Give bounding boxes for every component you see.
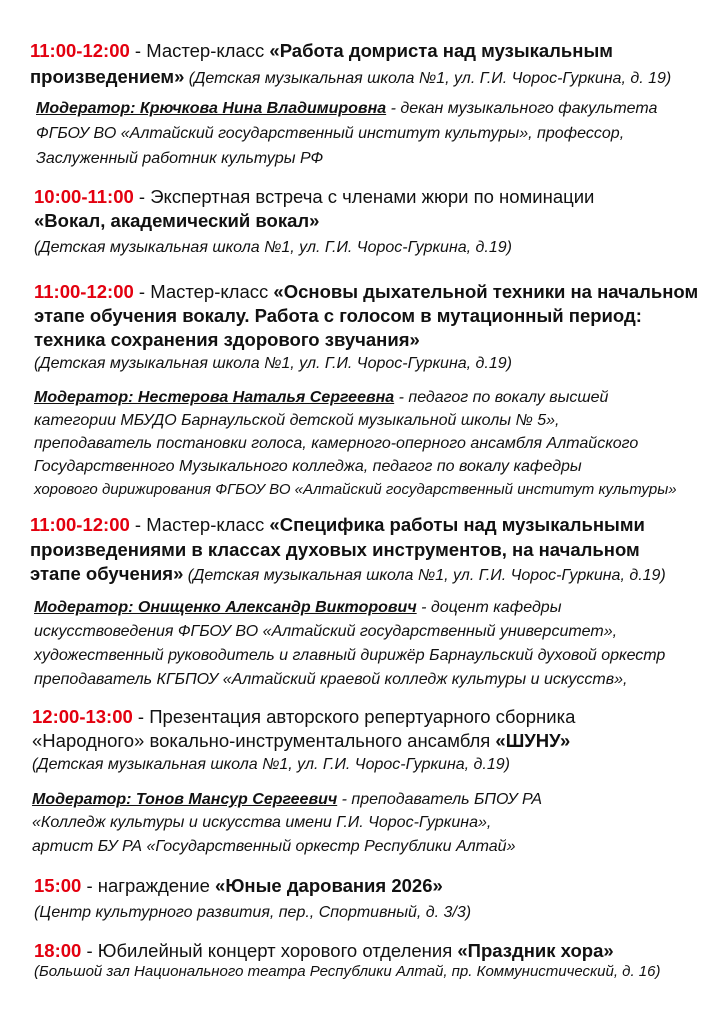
moderator-4-line-1 (34, 600, 561, 616)
event-description: - Юбилейный концерт хорового отделения (81, 940, 458, 961)
event-venue: (Детская музыкальная школа №1, ул. Г.И. Чорос-Гуркина, д.19) (183, 567, 666, 584)
event-title: «Специфика работы над музыкальными (269, 514, 645, 535)
event-time: 11:00-12:00 (34, 281, 134, 302)
moderator-info: Государственного Музыкального колледжа, педагог по вокалу кафедры (34, 458, 582, 475)
event-time: 12:00-13:00 (32, 706, 133, 727)
moderator-info: - декан музыкального факультета (386, 100, 658, 117)
moderator-name: Модератор: Онищенко Александр Викторович (34, 599, 417, 616)
moderator-3-line-1 (34, 390, 608, 406)
event-5-line-1 (32, 708, 575, 727)
moderator-info: преподаватель постановки голоса, камерного-оперного ансамбля Алтайского (34, 435, 639, 452)
event-title: «Юные дарования 2026» (215, 875, 443, 896)
event-title: «Праздник хора» (457, 940, 614, 961)
moderator-info: категории МБУДО Барнаульской детской музыкальной школы № 5», (34, 412, 560, 429)
event-title: техника сохранения здорового звучания» (34, 329, 420, 350)
moderator-info: искусствоведения ФГБОУ ВО «Алтайский государственный университет», (34, 623, 618, 640)
event-title: «Основы дыхательной техники на начальном (273, 281, 699, 302)
event-title: этапе обучения вокалу. Работа с голосом в мутационный период: (34, 305, 642, 326)
moderator-info: - преподаватель БПОУ РА (337, 791, 543, 808)
event-5-line-2 (32, 732, 570, 751)
moderator-name: Модератор: Нестерова Наталья Сергеевна (34, 389, 395, 406)
event-time: 11:00-12:00 (30, 40, 130, 61)
event-6-line-1 (34, 877, 443, 896)
event-title: произведением» (30, 66, 185, 87)
event-description: - Мастер-класс (133, 281, 274, 302)
event-3-line-1 (34, 283, 698, 302)
event-time: 10:00-11:00 (34, 186, 134, 207)
event-4-line-1 (30, 516, 645, 535)
event-description: - Мастер-класс (129, 514, 270, 535)
event-4-line-3 (30, 565, 666, 584)
event-description: «Народного» вокально-инструментального ансамбля (32, 730, 496, 751)
moderator-info: Заслуженный работник культуры РФ (36, 150, 324, 167)
event-venue: (Детская музыкальная школа №1, ул. Г.И. Чорос-Гуркина, д.19) (34, 239, 512, 256)
event-time: 11:00-12:00 (30, 514, 130, 535)
moderator-info: преподаватель КГБПОУ «Алтайский краевой колледж культуры и искусств», (34, 671, 628, 688)
event-title: этапе обучения» (30, 563, 184, 584)
event-1-line-2 (30, 68, 671, 87)
event-7-line-1 (34, 942, 614, 961)
moderator-info: хорового дирижирования ФГБОУ ВО «Алтайский государственный институт культуры» (34, 481, 677, 498)
event-2-line-1 (34, 188, 594, 207)
moderator-name: Модератор: Тонов Мансур Сергеевич (32, 791, 338, 808)
event-title: «Работа домриста над музыкальным (269, 40, 613, 61)
event-venue: (Детская музыкальная школа №1, ул. Г.И. Чорос-Гуркина, д.19) (34, 355, 512, 372)
event-title: «ШУНУ» (495, 730, 571, 751)
event-description: - награждение (81, 875, 216, 896)
event-venue: (Центр культурного развития, пер., Спортивный, д. 3/3) (34, 904, 472, 921)
moderator-info: «Колледж культуры и искусства имени Г.И. Чорос-Гуркина», (32, 814, 492, 831)
moderator-info: артист БУ РА «Государственный оркестр Республики Алтай» (32, 838, 516, 855)
event-description: - Экспертная встреча с членами жюри по номинации (133, 186, 595, 207)
event-description: - Мастер-класс (129, 40, 270, 61)
event-time: 18:00 (34, 940, 82, 961)
moderator-info: - педагог по вокалу высшей (394, 389, 609, 406)
moderator-info: художественный руководитель и главный дирижёр Барнаульский духовой оркестр (34, 647, 666, 664)
event-venue: (Детская музыкальная школа №1, ул. Г.И. Чорос-Гуркина, д.19) (32, 756, 510, 773)
moderator-info: - доцент кафедры (416, 599, 562, 616)
moderator-1-line-1 (36, 101, 657, 117)
moderator-name: Модератор: Крючкова Нина Владимировна (36, 100, 387, 117)
event-venue: (Детская музыкальная школа №1, ул. Г.И. Чорос-Гуркина, д. 19) (184, 70, 672, 87)
moderator-5-line-1 (32, 792, 542, 808)
event-time: 15:00 (34, 875, 82, 896)
moderator-info: ФГБОУ ВО «Алтайский государственный институт культуры», профессор, (36, 125, 625, 142)
event-title: произведениями в классах духовых инструментов, на начальном (30, 539, 640, 560)
event-title: «Вокал, академический вокал» (34, 210, 320, 231)
event-venue: (Большой зал Национального театра Республики Алтай, пр. Коммунистический, д. 16) (34, 963, 661, 980)
event-description: - Презентация авторского репертуарного сборника (132, 706, 576, 727)
event-1-line-1 (30, 42, 613, 61)
